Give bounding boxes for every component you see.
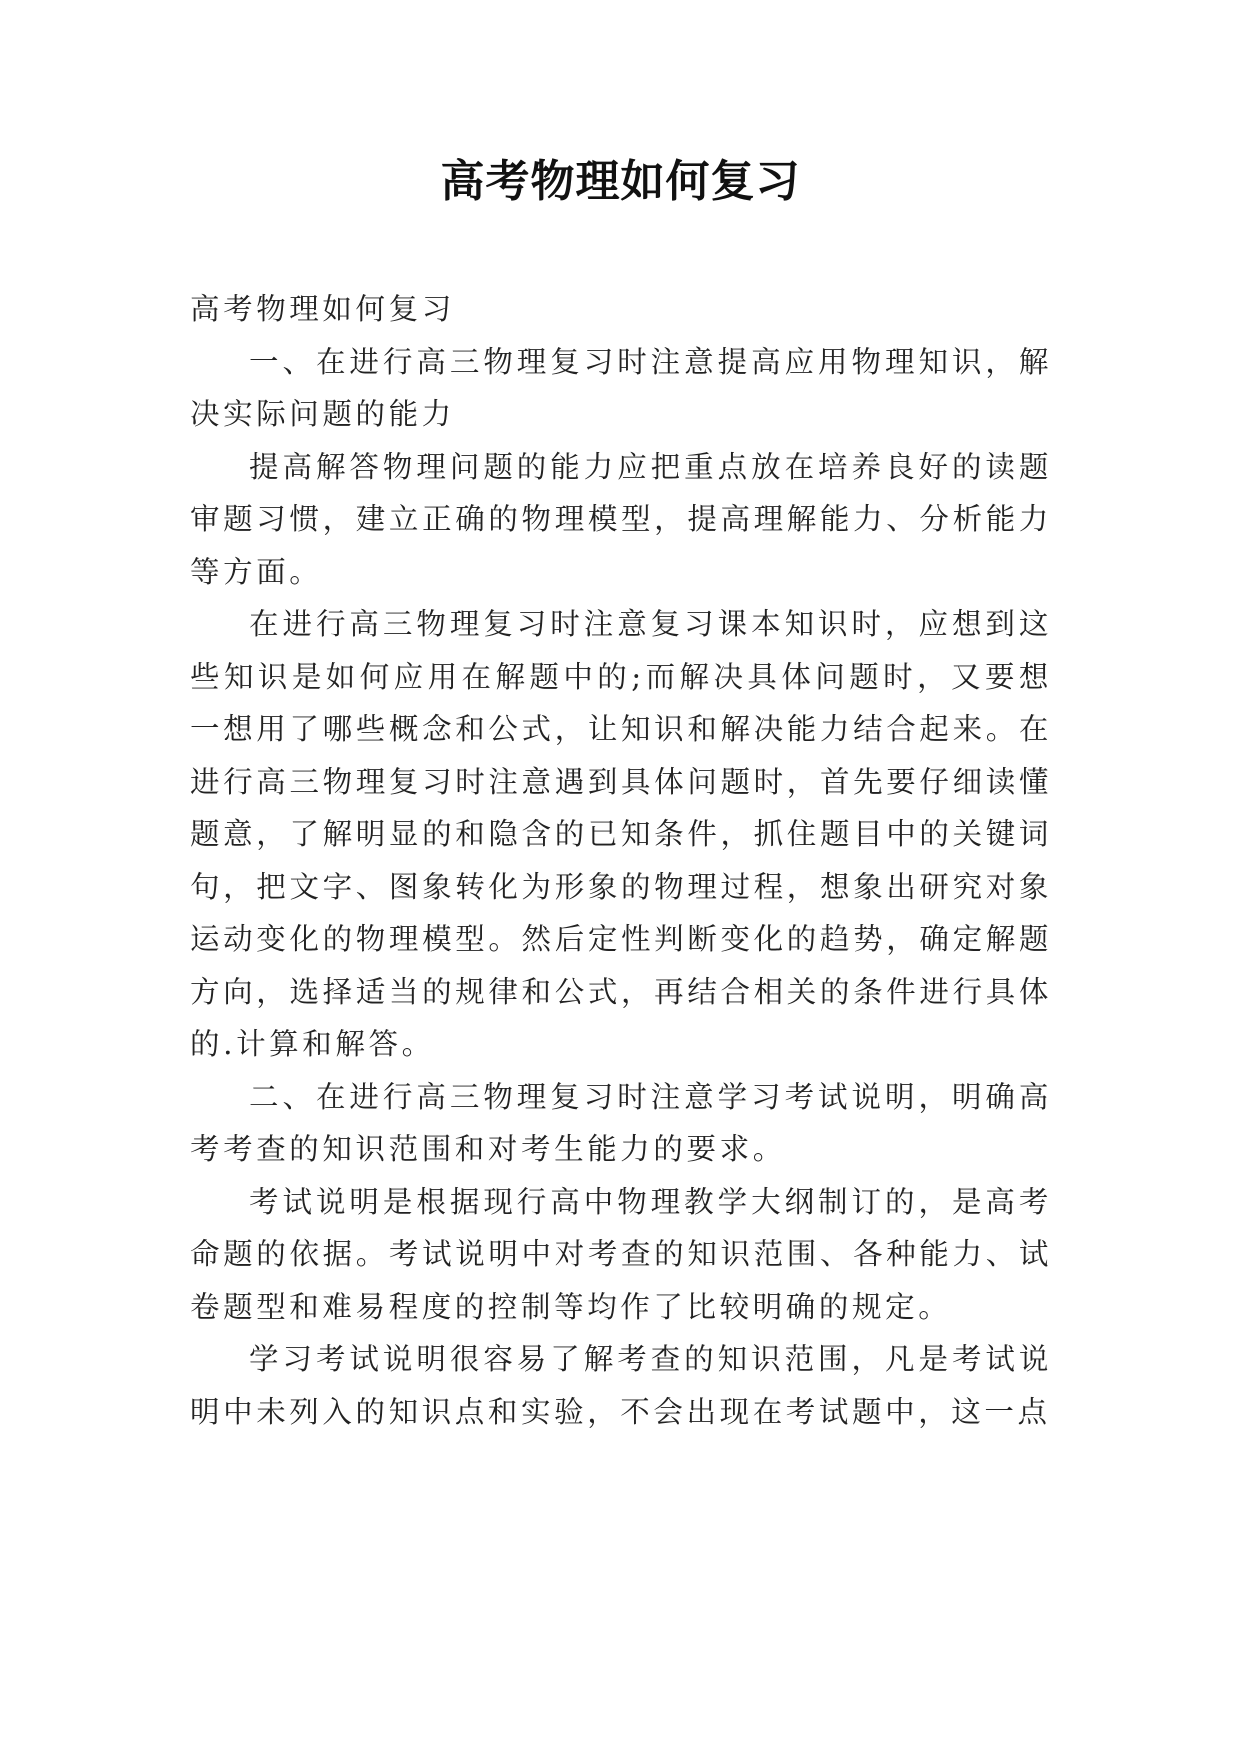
body-paragraph: 学习考试说明很容易了解考查的知识范围，凡是考试说明中未列入的知识点和实验，不会出现在考试题中，这一点: [190, 1342, 1052, 1429]
body-paragraph: 在进行高三物理复习时注意复习课本知识时，应想到这些知识是如何应用在解题中的;而解决具体问题时，又要想一想用了哪些概念和公式，让知识和解决能力结合起来。在进行高三物理复习时注意遇到具体问题时，首先要仔细读懂题意，了解明显的和隐含的已知条件，抓住题目中的关键词句，把文字、图象转化为形象的物理过程，想象出研究对象运动变化的物理模型。然后定性判断变化的趋势，确定解题方向，选择适当的规律和公式，再结合相关的条件进行具体的.计算和解答。: [190, 607, 1052, 1061]
section-heading-2: 二、在进行高三物理复习时注意学习考试说明，明确高考考查的知识范围和对考生能力的要求。: [190, 1079, 1052, 1166]
document-body: [190, 283, 1052, 1438]
body-paragraph: 提高解答物理问题的能力应把重点放在培养良好的读题审题习惯，建立正确的物理模型，提高理解能力、分析能力等方面。: [190, 449, 1052, 589]
section-heading-1: 一、在进行高三物理复习时注意提高应用物理知识，解决实际问题的能力: [190, 344, 1052, 431]
body-paragraph: 考试说明是根据现行高中物理教学大纲制订的，是高考命题的依据。考试说明中对考查的知识范围、各种能力、试卷题型和难易程度的控制等均作了比较明确的规定。: [190, 1184, 1052, 1324]
document-title: 高考物理如何复习: [440, 156, 801, 207]
subtitle-paragraph: 高考物理如何复习: [190, 292, 455, 326]
